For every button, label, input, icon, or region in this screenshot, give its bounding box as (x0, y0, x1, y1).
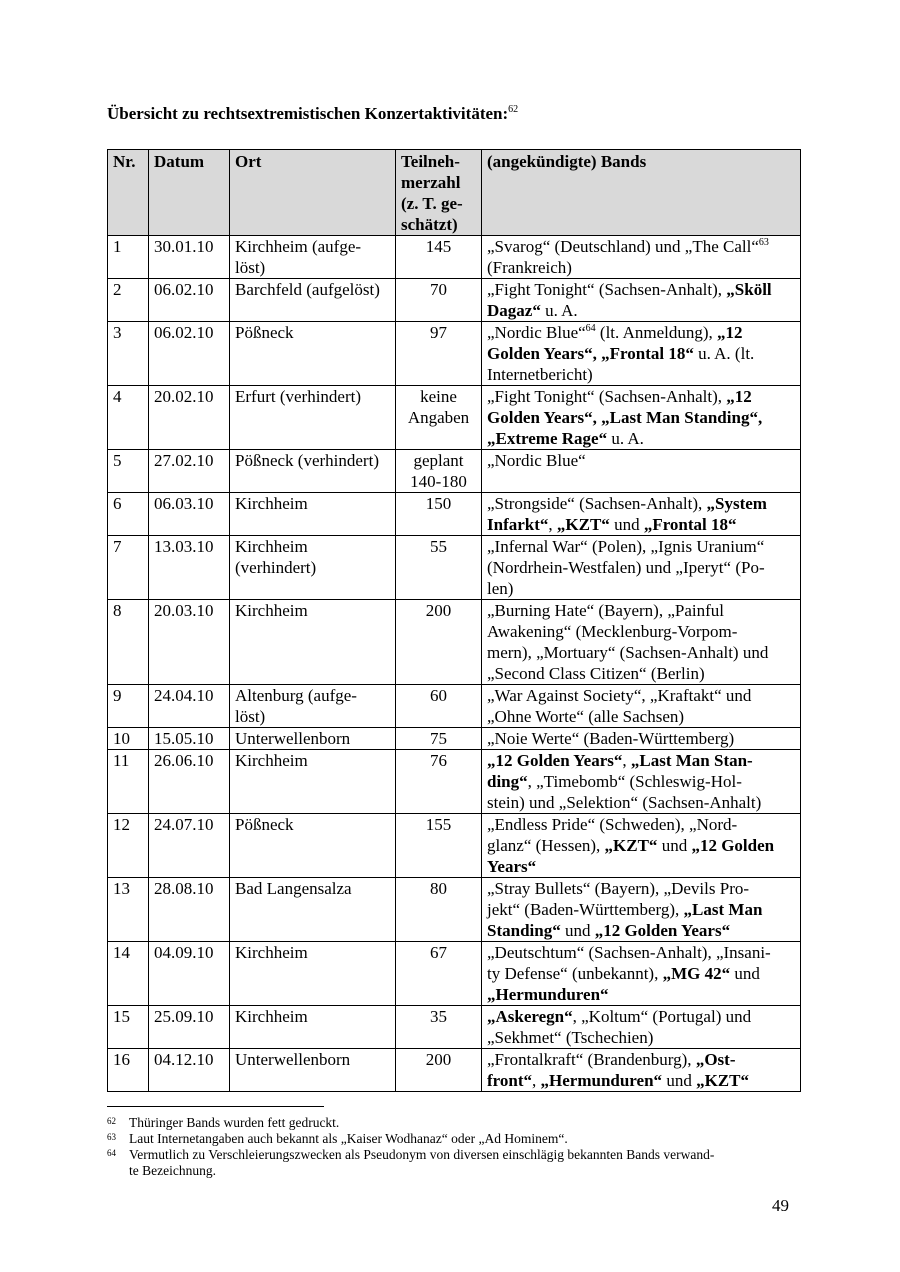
cell-teilnehmerzahl: 55 (396, 536, 482, 600)
cell-bands (482, 600, 801, 685)
cell-ort: Unterwellenborn (230, 728, 396, 750)
band-name-thuringia: „Frontal 18“ (643, 515, 737, 534)
band-name-thuringia: „12 Golden Years“, „Frontal 18“ (487, 323, 743, 363)
cell-ort: Kirchheim (aufge- löst) (230, 236, 396, 279)
cell-nr: 10 (108, 728, 149, 750)
footnote-separator (107, 1106, 324, 1107)
table-row (108, 600, 801, 685)
cell-teilnehmerzahl: 200 (396, 1049, 482, 1092)
table-row (108, 685, 801, 728)
band-name-thuringia: „12 Golden Years“ (487, 836, 775, 876)
cell-ort: Bad Langensalza (230, 878, 396, 942)
cell-teilnehmerzahl: 200 (396, 600, 482, 685)
cell-nr: 11 (108, 750, 149, 814)
cell-ort: Kirchheim (230, 942, 396, 1006)
page-number: 49 (772, 1196, 789, 1215)
band-text: (Frankreich) (487, 258, 572, 277)
cell-ort: Erfurt (verhindert) (230, 386, 396, 450)
band-text: „Burning Hate“ (Bayern), „Painful Awakening“ (Mecklenburg-Vorpom- mern), „Mortuary“ (Sachsen-Anhalt) und „Second Class Citizen“ (Berlin) (487, 601, 769, 683)
table-row (108, 386, 801, 450)
cell-ort: Unterwellenborn (230, 1049, 396, 1092)
footnote-number: 64 (107, 1148, 116, 1158)
band-name-thuringia: „Last Man Stan- ding“ (487, 751, 753, 791)
cell-nr: 9 (108, 685, 149, 728)
table-row (108, 878, 801, 942)
cell-datum: 04.12.10 (149, 1049, 230, 1092)
cell-bands (482, 685, 801, 728)
band-text: „Svarog“ (Deutschland) und „The Call“ (487, 237, 759, 256)
cell-teilnehmerzahl: 80 (396, 878, 482, 942)
cell-datum: 06.03.10 (149, 493, 230, 536)
header-ort: Ort (230, 150, 396, 236)
cell-nr: 13 (108, 878, 149, 942)
cell-bands (482, 878, 801, 942)
header-teilnehmerzahl: Teilneh- merzahl (z. T. ge- schätzt) (396, 150, 482, 236)
cell-teilnehmerzahl: 145 (396, 236, 482, 279)
cell-nr: 1 (108, 236, 149, 279)
cell-bands (482, 386, 801, 450)
band-text: u. A. (607, 429, 644, 448)
cell-datum: 13.03.10 (149, 536, 230, 600)
cell-nr: 12 (108, 814, 149, 878)
cell-ort: Barchfeld (aufgelöst) (230, 279, 396, 322)
table-row (108, 728, 801, 750)
cell-datum: 24.07.10 (149, 814, 230, 878)
cell-datum: 26.06.10 (149, 750, 230, 814)
cell-ort: Kirchheim (230, 493, 396, 536)
footnote-ref: 64 (585, 323, 596, 334)
band-text: , (548, 515, 557, 534)
footnotes (107, 1115, 800, 1179)
table-row (108, 536, 801, 600)
cell-teilnehmerzahl: keine Angaben (396, 386, 482, 450)
cell-nr: 7 (108, 536, 149, 600)
footnote-ref: 63 (758, 237, 769, 248)
cell-bands (482, 236, 801, 279)
heading-footnote-ref: 62 (508, 104, 519, 115)
band-text: „Strongside“ (Sachsen-Anhalt), (487, 494, 707, 513)
cell-teilnehmerzahl: 97 (396, 322, 482, 386)
band-text: , „Timebomb“ (Schleswig-Hol- stein) und „Selektion“ (Sachsen-Anhalt) (487, 772, 762, 812)
cell-datum: 20.02.10 (149, 386, 230, 450)
header-bands: (angekündigte) Bands (482, 150, 801, 236)
cell-ort: Kirchheim (230, 600, 396, 685)
header-datum: Datum (149, 150, 230, 236)
band-name-thuringia: „12 Golden Years“, „Last Man Standing“, „Extreme Rage“ (487, 387, 763, 448)
cell-bands (482, 322, 801, 386)
band-name-thuringia: „Hermunduren“ (540, 1071, 663, 1090)
cell-bands (482, 493, 801, 536)
header-row (108, 150, 801, 236)
table-row (108, 942, 801, 1006)
table-header (108, 150, 801, 236)
footnote-number: 63 (107, 1132, 116, 1142)
cell-datum: 04.09.10 (149, 942, 230, 1006)
band-text: und (730, 964, 760, 983)
cell-datum: 15.05.10 (149, 728, 230, 750)
band-text: „Deutschtum“ (Sachsen-Anhalt), „Insani- ty Defense“ (unbekannt), (487, 943, 771, 983)
cell-nr: 5 (108, 450, 149, 493)
band-text: „Nordic Blue“ (487, 451, 586, 470)
cell-nr: 6 (108, 493, 149, 536)
band-name-thuringia: „12 Golden Years“ (594, 921, 731, 940)
cell-teilnehmerzahl: 76 (396, 750, 482, 814)
band-text: , (532, 1071, 541, 1090)
cell-datum: 06.02.10 (149, 322, 230, 386)
cell-teilnehmerzahl: 70 (396, 279, 482, 322)
cell-bands (482, 750, 801, 814)
band-name-thuringia: „KZT“ (556, 515, 610, 534)
cell-datum: 27.02.10 (149, 450, 230, 493)
cell-teilnehmerzahl: 35 (396, 1006, 482, 1049)
band-name-thuringia: „Ost- front“ (487, 1050, 736, 1090)
band-text: „Frontalkraft“ (Brandenburg), (487, 1050, 696, 1069)
footnote-text: Thüringer Bands wurden fett gedruckt. (129, 1115, 340, 1130)
band-name-thuringia: „KZT“ (604, 836, 658, 855)
band-text: „Infernal War“ (Polen), „Ignis Uranium“ (Nordrhein-Westfalen) und „Iperyt“ (Po- len) (487, 537, 765, 598)
band-name-thuringia: „KZT“ (696, 1071, 749, 1090)
table-row (108, 236, 801, 279)
heading-text: Übersicht zu rechtsextremistischen Konzertaktivitäten: (107, 104, 509, 123)
cell-ort: Pößneck (230, 322, 396, 386)
band-text: „Fight Tonight“ (Sachsen-Anhalt), (487, 280, 727, 299)
band-text: „Nordic Blue“ (487, 323, 586, 342)
cell-nr: 3 (108, 322, 149, 386)
cell-bands (482, 536, 801, 600)
band-name-thuringia: „System Infarkt“ (487, 494, 767, 534)
header-nr: Nr. (108, 150, 149, 236)
band-name-thuringia: „Last Man Standing“ (487, 900, 763, 940)
footnote (107, 1115, 800, 1131)
footnote (107, 1147, 800, 1179)
band-text: u. A. (lt. Internetbericht) (487, 344, 755, 384)
band-text: und (609, 515, 644, 534)
cell-teilnehmerzahl: 75 (396, 728, 482, 750)
band-text: und (560, 921, 595, 940)
band-name-thuringia: „Sköll Dagaz“ (487, 280, 772, 320)
band-name-thuringia: „MG 42“ (662, 964, 731, 983)
cell-datum: 25.09.10 (149, 1006, 230, 1049)
band-text: „Endless Pride“ (Schweden), „Nord- glanz“ (Hessen), (487, 815, 738, 855)
table-row (108, 1006, 801, 1049)
cell-bands (482, 279, 801, 322)
cell-bands (482, 450, 801, 493)
cell-ort: Pößneck (230, 814, 396, 878)
cell-nr: 15 (108, 1006, 149, 1049)
band-text: „Fight Tonight“ (Sachsen-Anhalt), (487, 387, 727, 406)
cell-ort: Kirchheim (230, 750, 396, 814)
cell-nr: 14 (108, 942, 149, 1006)
footnote (107, 1131, 800, 1147)
table-row (108, 322, 801, 386)
concert-table (107, 149, 801, 1092)
cell-bands (482, 728, 801, 750)
band-name-thuringia: „12 Golden Years“ (487, 751, 623, 770)
band-text: , (622, 751, 631, 770)
cell-bands (482, 814, 801, 878)
cell-teilnehmerzahl: 67 (396, 942, 482, 1006)
band-text: , „Koltum“ (Portugal) und „Sekhmet“ (Tschechien) (487, 1007, 752, 1047)
cell-teilnehmerzahl: 60 (396, 685, 482, 728)
table-row (108, 493, 801, 536)
band-text: u. A. (540, 301, 578, 320)
band-text: „War Against Society“, „Kraftakt“ und „Ohne Worte“ (alle Sachsen) (487, 686, 752, 726)
footnote-text: Laut Internetangaben auch bekannt als „Kaiser Wodhanaz“ oder „Ad Hominem“. (129, 1131, 568, 1146)
cell-nr: 4 (108, 386, 149, 450)
band-text: (lt. Anmeldung), (595, 323, 718, 342)
table-row (108, 750, 801, 814)
table-row (108, 450, 801, 493)
cell-teilnehmerzahl: 155 (396, 814, 482, 878)
cell-nr: 16 (108, 1049, 149, 1092)
cell-datum: 20.03.10 (149, 600, 230, 685)
cell-nr: 2 (108, 279, 149, 322)
cell-teilnehmerzahl: 150 (396, 493, 482, 536)
cell-bands (482, 1049, 801, 1092)
cell-bands (482, 1006, 801, 1049)
table-row (108, 279, 801, 322)
footnote-number: 62 (107, 1116, 116, 1126)
cell-ort: Altenburg (aufge- löst) (230, 685, 396, 728)
cell-ort: Kirchheim (verhindert) (230, 536, 396, 600)
cell-datum: 30.01.10 (149, 236, 230, 279)
cell-datum: 06.02.10 (149, 279, 230, 322)
cell-nr: 8 (108, 600, 149, 685)
band-text: „Noie Werte“ (Baden-Württemberg) (487, 729, 735, 748)
cell-datum: 28.08.10 (149, 878, 230, 942)
table-row (108, 814, 801, 878)
band-text: „Stray Bullets“ (Bayern), „Devils Pro- jekt“ (Baden-Württemberg), (487, 879, 750, 919)
table-row (108, 1049, 801, 1092)
cell-ort: Pößneck (verhindert) (230, 450, 396, 493)
cell-bands (482, 942, 801, 1006)
band-name-thuringia: „Askeregn“ (487, 1007, 573, 1026)
cell-ort: Kirchheim (230, 1006, 396, 1049)
table-body (108, 236, 801, 1092)
footnote-text: Vermutlich zu Verschleierungszwecken als Pseudonym von diversen einschlägig bekannten Bands verwand- te Bezeichnung. (129, 1147, 715, 1178)
band-name-thuringia: „Hermunduren“ (487, 985, 609, 1004)
section-heading (107, 104, 518, 124)
cell-teilnehmerzahl: geplant 140-180 (396, 450, 482, 493)
cell-datum: 24.04.10 (149, 685, 230, 728)
band-text: und (657, 836, 692, 855)
band-text: und (662, 1071, 697, 1090)
